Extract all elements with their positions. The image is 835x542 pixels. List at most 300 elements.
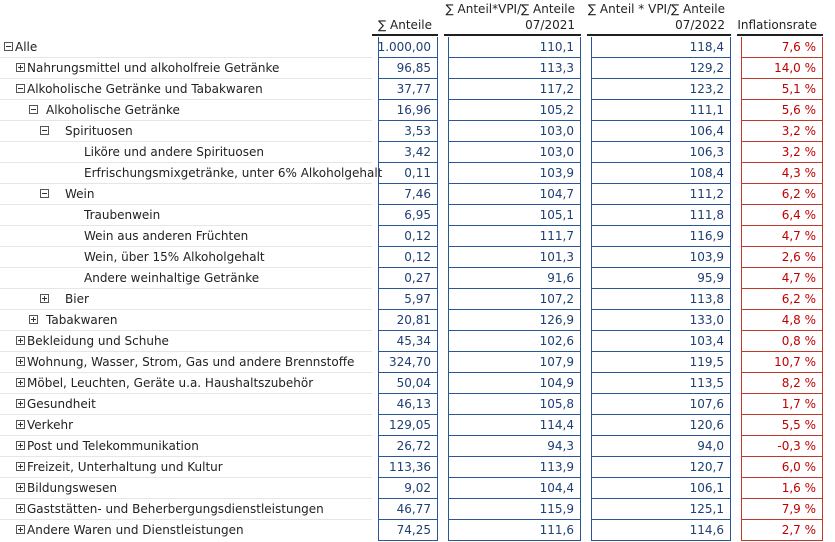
vpi-2022-cell-value: 113,8 [689,292,724,306]
table-row[interactable] [0,184,835,205]
vpi-2022-cell-value: 111,2 [689,187,724,201]
cell-body [591,79,731,99]
inflationsrate-cell-value: 5,6 % [781,103,816,117]
vpi-2021-cell-value: 104,7 [539,187,574,201]
anteile-cell[interactable] [378,289,438,310]
inflationsrate-cell[interactable] [741,268,823,289]
inflationsrate-cell[interactable] [741,58,823,79]
vpi-2021-cell-value: 105,1 [539,208,574,222]
cell-body [591,163,731,183]
anteile-cell[interactable] [378,436,438,457]
vpi-2021-cell[interactable] [448,394,581,415]
column-header-vpi-2022-line2: 07/2022 [675,18,725,32]
cell-body [448,37,581,57]
row-label: Gaststätten- und Beherbergungsdienstleistungen [27,502,324,516]
cell-body [448,331,581,351]
table-row[interactable] [0,478,835,499]
cell-body [378,268,438,288]
vpi-2022-cell[interactable] [591,520,731,541]
cell-body [378,436,438,456]
cell-body [378,205,438,225]
vpi-2022-cell[interactable] [591,184,731,205]
anteile-cell[interactable] [378,499,438,520]
cell-body [448,205,581,225]
cell-body [378,415,438,435]
collapse-icon[interactable] [40,189,49,198]
vpi-2022-cell-value: 108,4 [689,166,724,180]
vpi-2021-cell-value: 105,2 [539,103,574,117]
table-row[interactable] [0,457,835,478]
vpi-2022-cell-value: 103,9 [689,250,724,264]
inflationsrate-cell-value: 6,2 % [781,292,816,306]
vpi-2021-cell-value: 103,9 [539,166,574,180]
collapse-icon[interactable] [4,42,13,51]
vpi-2021-cell[interactable] [448,373,581,394]
inflationsrate-cell[interactable] [741,184,823,205]
vpi-2021-cell-value: 107,9 [539,355,574,369]
vpi-2021-cell-value: 101,3 [539,250,574,264]
cell-body [741,457,823,477]
row-label: Gesundheit [27,397,96,411]
row-label: Freizeit, Unterhaltung und Kultur [27,460,223,474]
table-row[interactable] [0,58,835,79]
vpi-2022-cell[interactable] [591,373,731,394]
cell-body [591,226,731,246]
vpi-2021-cell[interactable] [448,37,581,58]
header-underline [372,34,438,36]
cell-body [378,58,438,78]
inflationsrate-cell-value: 4,3 % [781,166,816,180]
vpi-2021-cell[interactable] [448,289,581,310]
anteile-cell[interactable] [378,457,438,478]
vpi-2021-cell[interactable] [448,352,581,373]
inflationsrate-cell[interactable] [741,457,823,478]
anteile-cell[interactable] [378,79,438,100]
vpi-2022-cell-value: 120,6 [689,418,724,432]
column-header-vpi-2022[interactable] [587,0,731,36]
vpi-2022-cell-value: 106,1 [689,481,724,495]
cell-body [378,163,438,183]
row-label: Möbel, Leuchten, Geräte u.a. Haushaltszubehör [27,376,314,390]
vpi-2022-cell-value: 119,5 [689,355,724,369]
cell-body [591,142,731,162]
vpi-2021-cell-value: 111,6 [539,523,574,537]
inflationsrate-cell-value: 8,2 % [781,376,816,390]
cell-body [448,121,581,141]
vpi-2022-cell-value: 125,1 [689,502,724,516]
cell-body [591,205,731,225]
vpi-2021-cell[interactable] [448,310,581,331]
inflationsrate-cell-value: 6,2 % [781,187,816,201]
anteile-cell[interactable] [378,310,438,331]
column-header-anteile[interactable] [372,0,438,36]
expand-icon[interactable] [16,441,25,450]
vpi-2021-cell[interactable] [448,184,581,205]
vpi-2022-cell-value: 120,7 [689,460,724,474]
expand-icon[interactable] [16,420,25,429]
table-row[interactable] [0,310,835,331]
anteile-cell-value: 20,81 [396,313,431,327]
column-header-vpi-2021-line2: 07/2021 [525,18,575,32]
row-label: Traubenwein [84,208,161,222]
vpi-2021-cell[interactable] [448,142,581,163]
row-label: Wein aus anderen Früchten [84,229,249,243]
cell-body [448,268,581,288]
cell-body [741,100,823,120]
vpi-2021-cell-value: 110,1 [539,40,574,54]
cell-body [741,394,823,414]
table-row[interactable] [0,289,835,310]
expand-icon[interactable] [16,357,25,366]
inflationsrate-cell[interactable] [741,373,823,394]
table-row[interactable] [0,37,835,58]
table-row[interactable] [0,100,835,121]
column-header-inflationsrate[interactable] [737,0,823,36]
table-row[interactable] [0,163,835,184]
inflationsrate-cell[interactable] [741,163,823,184]
inflationsrate-cell[interactable] [741,205,823,226]
vpi-2022-cell-value: 133,0 [689,313,724,327]
anteile-cell-value: 96,85 [396,61,431,75]
header-underline [737,34,823,36]
inflationsrate-cell[interactable] [741,436,823,457]
table-row[interactable] [0,121,835,142]
row-label: Andere Waren und Dienstleistungen [27,523,244,537]
row-label: Wein [65,187,95,201]
anteile-cell[interactable] [378,184,438,205]
cell-body [591,310,731,330]
anteile-cell-value: 45,34 [396,334,431,348]
cell-body [741,352,823,372]
header-underline [444,34,581,36]
cell-body [741,79,823,99]
cell-body [591,520,731,540]
anteile-cell-value: 6,95 [404,208,431,222]
inflationsrate-cell-value: 1,7 % [781,397,816,411]
cell-body [741,310,823,330]
row-label: Alle [15,40,38,54]
cell-body [741,373,823,393]
inflationsrate-cell-value: 0,8 % [781,334,816,348]
vpi-2022-cell-value: 114,6 [689,523,724,537]
cell-underline [741,540,823,541]
anteile-cell[interactable] [378,268,438,289]
inflationsrate-cell[interactable] [741,37,823,58]
column-header-inflationsrate-label: Inflationsrate [737,18,817,32]
vpi-2021-cell[interactable] [448,247,581,268]
inflationsrate-cell-value: 5,1 % [781,82,816,96]
anteile-cell-value: 5,97 [404,292,431,306]
inflationsrate-cell-value: 4,7 % [781,229,816,243]
vpi-2021-cell-value: 117,2 [539,82,574,96]
cell-body [591,268,731,288]
table-row[interactable] [0,247,835,268]
expand-icon[interactable] [16,378,25,387]
vpi-2022-cell[interactable] [591,268,731,289]
vpi-2021-cell[interactable] [448,226,581,247]
table-row[interactable] [0,415,835,436]
inflationsrate-cell[interactable] [741,142,823,163]
cell-body [741,289,823,309]
cell-body [741,331,823,351]
vpi-2021-cell[interactable] [448,457,581,478]
column-header-vpi-2021[interactable] [444,0,581,36]
inflationsrate-cell[interactable] [741,121,823,142]
vpi-2021-cell[interactable] [448,121,581,142]
row-label: Wohnung, Wasser, Strom, Gas und andere Brennstoffe [27,355,355,369]
vpi-2022-cell-value: 129,2 [689,61,724,75]
vpi-2022-cell[interactable] [591,142,731,163]
table-row[interactable] [0,499,835,520]
header-underline [587,34,731,36]
cell-body [378,520,438,540]
inflationsrate-cell[interactable] [741,100,823,121]
inflationsrate-cell-value: 7,9 % [781,502,816,516]
vpi-2022-cell[interactable] [591,331,731,352]
anteile-cell[interactable] [378,415,438,436]
cell-body [378,289,438,309]
vpi-2022-cell-value: 111,8 [689,208,724,222]
collapse-icon[interactable] [40,126,49,135]
vpi-2021-cell[interactable] [448,205,581,226]
vpi-2022-cell[interactable] [591,205,731,226]
vpi-2021-cell[interactable] [448,58,581,79]
column-header-vpi-2022-line1: ∑ Anteil * VPI/∑ Anteile [588,2,725,16]
inflationsrate-cell[interactable] [741,415,823,436]
vpi-2022-cell[interactable] [591,100,731,121]
expand-icon[interactable] [16,525,25,534]
table-row[interactable] [0,394,835,415]
vpi-2022-cell-value: 107,6 [689,397,724,411]
vpi-2022-cell[interactable] [591,289,731,310]
table-row[interactable] [0,268,835,289]
cell-underline [448,540,581,541]
expand-icon[interactable] [16,504,25,513]
inflationsrate-cell[interactable] [741,247,823,268]
vpi-2021-cell[interactable] [448,415,581,436]
vpi-2022-cell[interactable] [591,436,731,457]
cell-body [448,394,581,414]
vpi-2022-cell-value: 106,3 [689,145,724,159]
vpi-2021-cell-value: 113,9 [539,460,574,474]
vpi-2021-cell-value: 91,6 [547,271,574,285]
vpi-2021-cell[interactable] [448,478,581,499]
anteile-cell[interactable] [378,520,438,541]
cell-body [378,184,438,204]
cell-underline [591,540,731,541]
inflationsrate-cell[interactable] [741,226,823,247]
vpi-2022-cell[interactable] [591,247,731,268]
vpi-2021-cell[interactable] [448,499,581,520]
anteile-cell-value: 324,70 [389,355,431,369]
expand-icon[interactable] [16,399,25,408]
vpi-2022-cell-value: 94,0 [697,439,724,453]
cell-body [591,37,731,57]
vpi-2021-cell[interactable] [448,100,581,121]
vpi-2021-cell[interactable] [448,163,581,184]
table-row[interactable] [0,226,835,247]
anteile-cell-value: 16,96 [396,103,431,117]
anteile-cell[interactable] [378,352,438,373]
vpi-2021-cell[interactable] [448,331,581,352]
expand-icon[interactable] [16,63,25,72]
cell-body [378,499,438,519]
inflationsrate-cell[interactable] [741,394,823,415]
cell-body [591,478,731,498]
vpi-2022-cell[interactable] [591,163,731,184]
cell-body [448,436,581,456]
expand-icon[interactable] [16,462,25,471]
cell-body [378,478,438,498]
cell-body [741,268,823,288]
vpi-2021-cell-value: 104,4 [539,481,574,495]
row-label: Alkoholische Getränke [46,103,180,117]
row-label: Bier [65,292,89,306]
cell-body [378,394,438,414]
expand-icon[interactable] [16,483,25,492]
anteile-cell[interactable] [378,478,438,499]
cell-body [741,436,823,456]
row-label: Liköre und andere Spirituosen [84,145,264,159]
vpi-2022-cell-value: 113,5 [689,376,724,390]
cell-body [741,37,823,57]
cell-body [591,184,731,204]
inflationsrate-cell[interactable] [741,478,823,499]
anteile-cell[interactable] [378,121,438,142]
anteile-cell-value: 7,46 [404,187,431,201]
anteile-cell[interactable] [378,58,438,79]
anteile-cell[interactable] [378,100,438,121]
cell-body [448,415,581,435]
vpi-2021-cell[interactable] [448,520,581,541]
cell-body [591,121,731,141]
anteile-cell-value: 1.000,00 [377,40,431,54]
cell-body [591,100,731,120]
table-row[interactable] [0,373,835,394]
anteile-cell[interactable] [378,142,438,163]
inflationsrate-cell-value: -0,3 % [777,439,816,453]
row-label: Tabakwaren [46,313,118,327]
anteile-cell-value: 0,11 [404,166,431,180]
cell-body [591,394,731,414]
anteile-cell-value: 129,05 [389,418,431,432]
table-row[interactable] [0,352,835,373]
row-label: Bildungswesen [27,481,118,495]
cell-body [378,121,438,141]
row-label: Erfrischungsmixgetränke, unter 6% Alkoholgehalt [84,166,383,180]
vpi-2022-cell[interactable] [591,352,731,373]
cell-body [591,499,731,519]
anteile-cell[interactable] [378,331,438,352]
vpi-2021-cell-value: 113,3 [539,61,574,75]
inflationsrate-cell[interactable] [741,520,823,541]
vpi-2022-cell[interactable] [591,58,731,79]
inflationsrate-cell[interactable] [741,310,823,331]
inflationsrate-cell-value: 1,6 % [781,481,816,495]
anteile-cell[interactable] [378,394,438,415]
cell-body [591,373,731,393]
inflationsrate-cell[interactable] [741,331,823,352]
inflationsrate-cell-value: 4,8 % [781,313,816,327]
cell-body [448,247,581,267]
vpi-2021-cell-value: 102,6 [539,334,574,348]
table-row[interactable] [0,142,835,163]
vpi-2021-cell[interactable] [448,436,581,457]
table-row[interactable] [0,79,835,100]
cell-body [591,331,731,351]
row-label: Verkehr [27,418,74,432]
expand-icon[interactable] [29,315,38,324]
row-label: Nahrungsmittel und alkoholfreie Getränke [27,61,280,75]
cell-body [448,310,581,330]
vpi-2022-cell[interactable] [591,226,731,247]
anteile-cell-value: 50,04 [396,376,431,390]
cell-body [448,184,581,204]
anteile-cell[interactable] [378,37,438,58]
table-row[interactable] [0,436,835,457]
table-row[interactable] [0,205,835,226]
cell-body [741,520,823,540]
vpi-2021-cell[interactable] [448,79,581,100]
table-row[interactable] [0,331,835,352]
vpi-2022-cell[interactable] [591,310,731,331]
inflationsrate-cell[interactable] [741,499,823,520]
cell-body [591,352,731,372]
anteile-cell[interactable] [378,373,438,394]
column-header-anteile-label: ∑ Anteile [378,18,432,32]
cell-body [448,58,581,78]
inflationsrate-cell-value: 2,6 % [781,250,816,264]
vpi-2022-cell[interactable] [591,394,731,415]
expand-icon[interactable] [16,336,25,345]
vpi-2022-cell[interactable] [591,37,731,58]
collapse-icon[interactable] [16,84,25,93]
collapse-icon[interactable] [29,105,38,114]
vpi-2022-cell[interactable] [591,478,731,499]
vpi-2022-cell-value: 116,9 [689,229,724,243]
vpi-2021-cell[interactable] [448,268,581,289]
vpi-2022-cell[interactable] [591,499,731,520]
anteile-cell-value: 0,12 [404,250,431,264]
anteile-cell[interactable] [378,205,438,226]
anteile-cell[interactable] [378,163,438,184]
vpi-2022-cell-value: 95,9 [697,271,724,285]
cell-body [448,520,581,540]
inflationsrate-cell[interactable] [741,352,823,373]
inflationsrate-cell[interactable] [741,79,823,100]
cell-body [741,499,823,519]
vpi-2021-cell-value: 126,9 [539,313,574,327]
vpi-2022-cell[interactable] [591,79,731,100]
table-row[interactable] [0,520,835,541]
cell-body [591,415,731,435]
anteile-cell-value: 46,13 [396,397,431,411]
cell-body [741,226,823,246]
cell-body [378,373,438,393]
anteile-cell-value: 46,77 [396,502,431,516]
row-label: Bekleidung und Schuhe [27,334,169,348]
vpi-2022-cell[interactable] [591,457,731,478]
inflationsrate-cell-value: 10,7 % [774,355,816,369]
vpi-2022-cell-value: 106,4 [689,124,724,138]
vpi-2022-cell[interactable] [591,121,731,142]
vpi-2022-cell[interactable] [591,415,731,436]
anteile-cell[interactable] [378,247,438,268]
anteile-cell[interactable] [378,226,438,247]
expand-icon[interactable] [40,294,49,303]
inflationsrate-cell[interactable] [741,289,823,310]
cell-body [378,331,438,351]
